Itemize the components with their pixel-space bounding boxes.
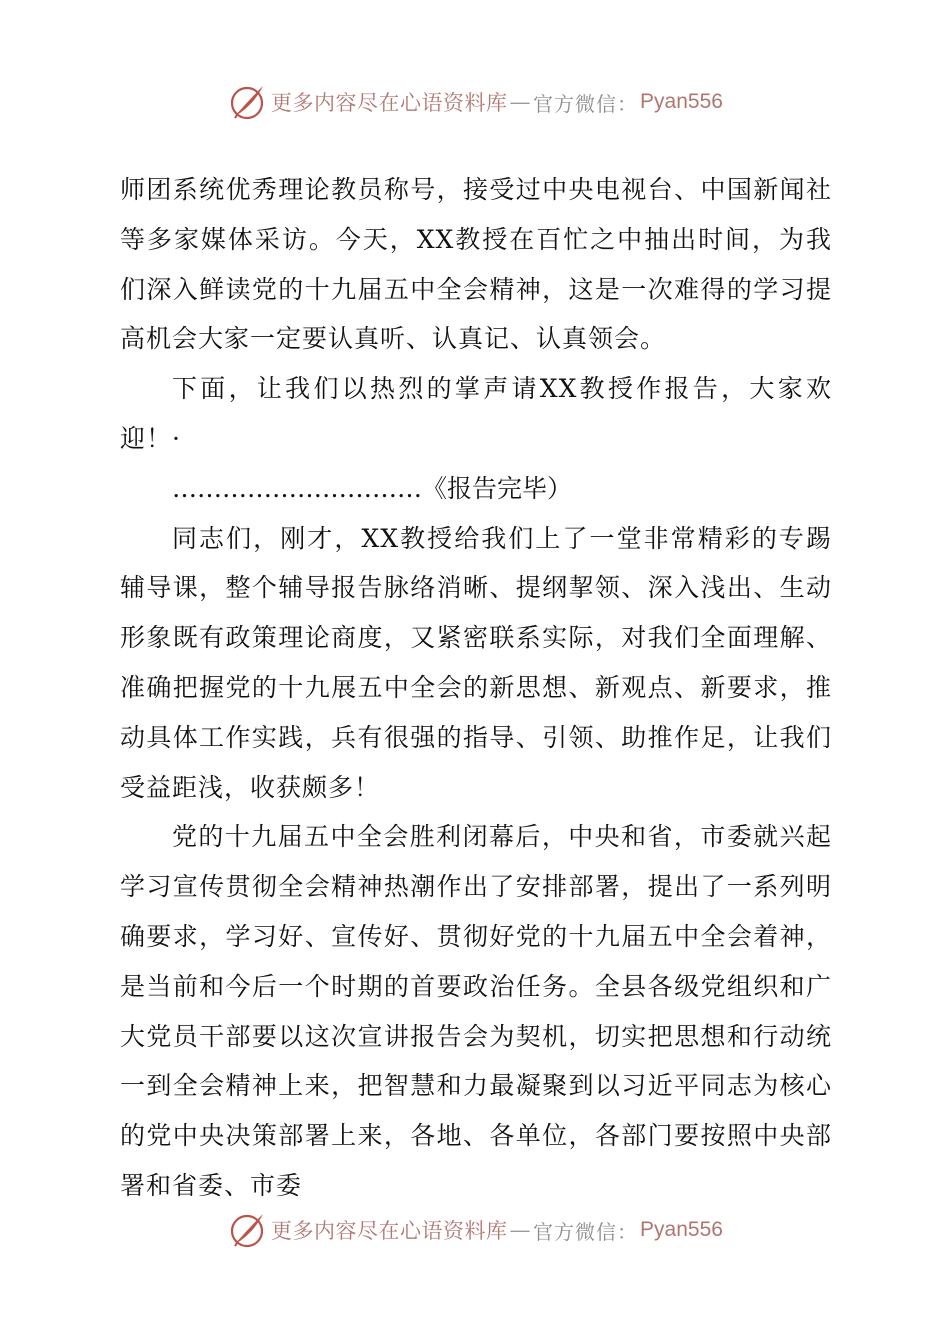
document-body [120,165,832,1211]
header-banner-text: 更多内容尽在心语资料库 [271,91,508,115]
quill-logo-icon [227,1210,267,1250]
footer-banner-dash: — [509,1218,532,1242]
footer-wechat-label: 官方微信： [533,1219,639,1244]
header-wechat-label: 官方微信： [533,91,639,116]
paragraph-1: 师团系统优秀理论教员称号，接受过中央电视台、中国新闻社等多家媒体采访。今天，XX教授在百忙之中抽出时间，为我们深入鲜读党的十九届五中全会精神，这是一次难得的学习提高机会大家一定要认真听、认真记、认真领会。 [120,175,832,354]
footer-wechat-id: Pyan556 [640,1218,723,1241]
quill-logo-icon [227,82,267,122]
footer-banner [0,1208,950,1252]
paragraph-2: 下面，让我们以热烈的掌声请XX教授作报告，大家欢迎！· [120,374,832,453]
header-banner-dash: — [509,90,532,114]
footer-banner-text: 更多内容尽在心语资料库 [271,1219,508,1243]
paragraph-4: 党的十九届五中全会胜利闭幕后，中央和省，市委就兴起学习宣传贯彻全会精神热潮作出了安排部署，提出了一系列明确要求，学习好、宣传好、贯彻好党的十九届五中全会着神，是当前和今后一个时期的首要政治任务。全县各级党组织和广大党员干部要以这次宣讲报告会为契机，切实把思想和行动统一到全会精神上来，把智慧和力最凝聚到以习近平同志为核心的党中央决策部署上来，各地、各单位，各部门要按照中央部署和省委、市委 [120,822,832,1200]
paragraph-3: 同志们，刚才，XX教授给我们上了一堂非常精彩的专踢辅导课，整个辅导报告脉络消晰、提纲挈领、深入浅出、生动形象既有政策理论商度，又紧密联系实际，对我们全面理解、准确把握党的十九展五中全会的新思想、新观点、新要求，推动具体工作实践，兵有很强的指导、引领、助推作足，让我们受益距浅，收获颇多！ [120,523,832,802]
report-finished-line: …………………………《报告完毕） [172,473,573,503]
header-banner [0,80,950,124]
header-wechat-id: Pyan556 [640,90,723,113]
